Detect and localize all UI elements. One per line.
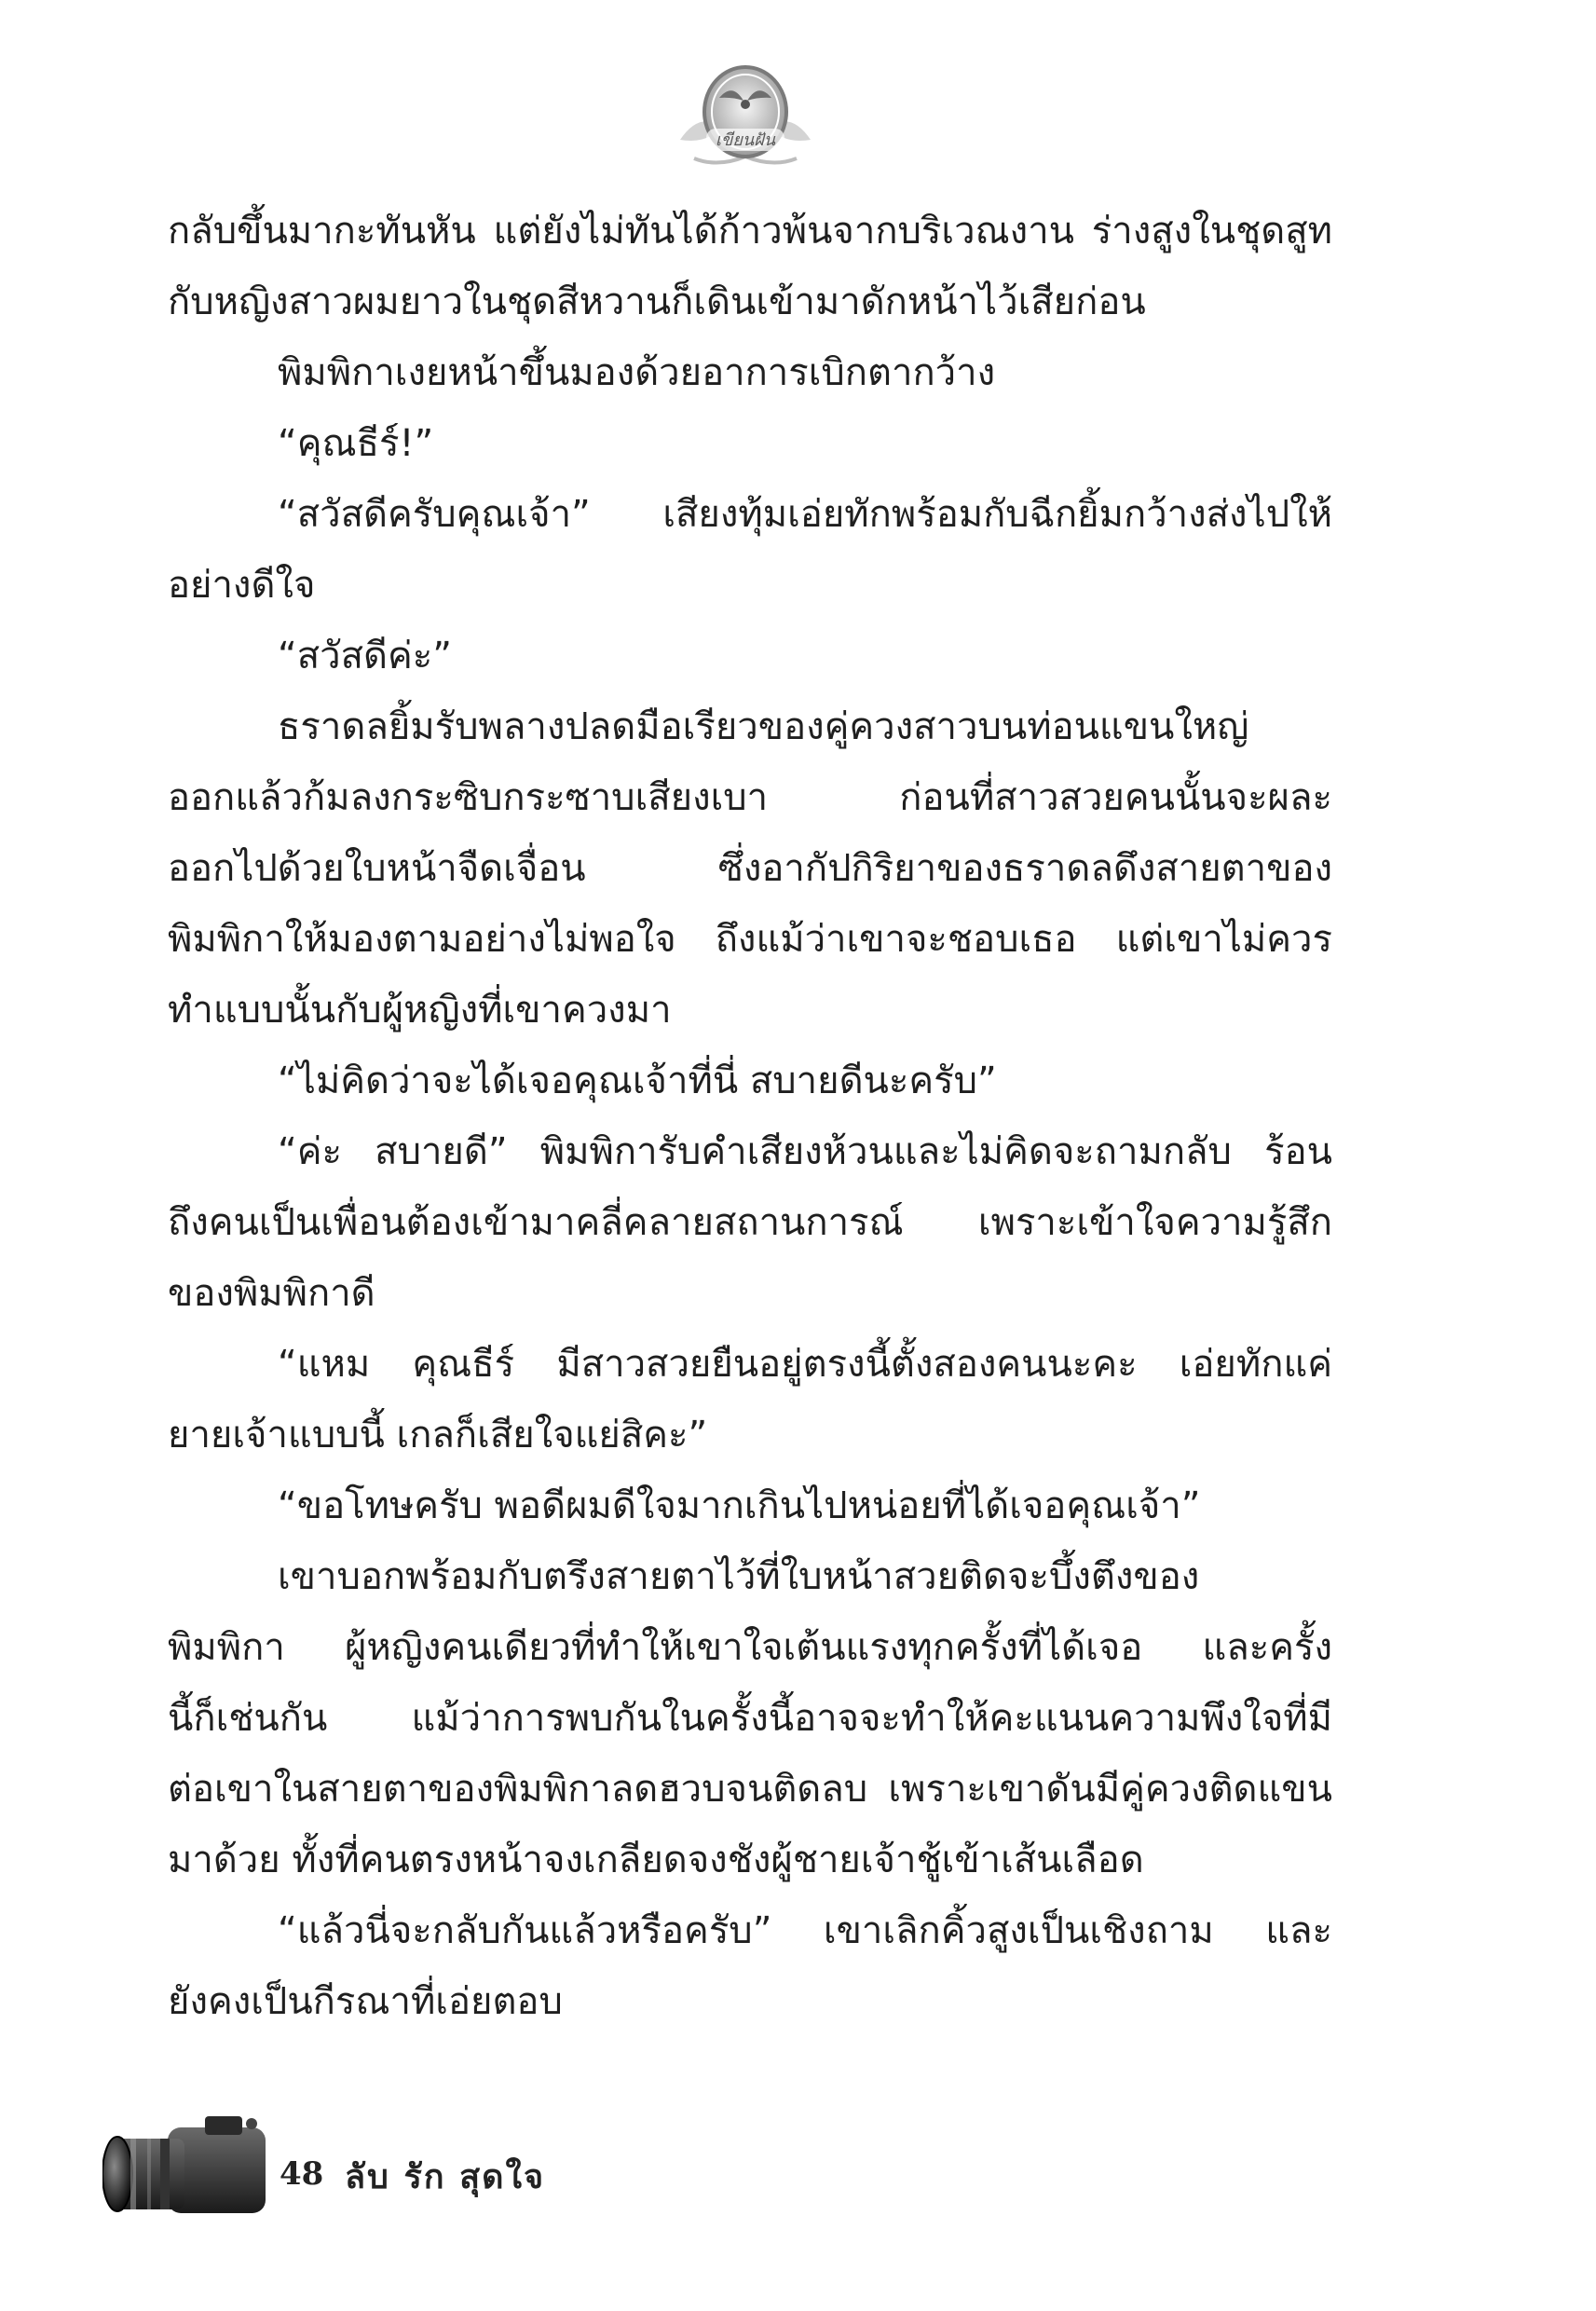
text-line: “คุณธีร์!”: [278, 422, 434, 465]
text-line: นี้ก็เช่นกัน แม้ว่าการพบกันในครั้งนี้อาจจะทำให้คะแนนความพึงใจที่มี: [168, 1697, 1332, 1740]
text-line: ทำแบบนั้นกับผู้หญิงที่เขาควงมา: [168, 989, 672, 1032]
text-line: “ขอโทษครับ พอดีผมดีใจมากเกินไปหน่อยที่ได้เจอคุณเจ้า”: [278, 1484, 1201, 1527]
camera-icon: [102, 2111, 270, 2222]
text-line: ถึงคนเป็นเพื่อนต้องเข้ามาคลี่คลายสถานการณ์ เพราะเข้าใจความรู้สึก: [168, 1201, 1332, 1244]
text-line: พิมพิกา ผู้หญิงคนเดียวที่ทำให้เขาใจเต้นแรงทุกครั้งที่ได้เจอ และครั้ง: [168, 1626, 1332, 1669]
text-line: ออกแล้วก้มลงกระซิบกระซาบเสียงเบา ก่อนที่สาวสวยคนนั้นจะผละ: [168, 776, 1332, 819]
text-line: เขาบอกพร้อมกับตรึงสายตาไว้ที่ใบหน้าสวยติดจะบึ้งตึงของ: [278, 1555, 1200, 1598]
text-line: ต่อเขาในสายตาของพิมพิกาลดฮวบจนติดลบ เพราะเขาดันมีคู่ควงติดแขน: [168, 1768, 1332, 1811]
publisher-logo: [671, 56, 820, 182]
text-line: ธราดลยิ้มรับพลางปลดมือเรียวของคู่ควงสาวบนท่อนแขนใหญ่: [278, 705, 1249, 748]
text-line: อย่างดีใจ: [168, 564, 316, 607]
text-line: พิมพิกาให้มองตามอย่างไม่พอใจ ถึงแม้ว่าเขาจะชอบเธอ แต่เขาไม่ควร: [168, 918, 1332, 961]
text-line: “ค่ะ สบายดี” พิมพิการับคำเสียงห้วนและไม่คิดจะถามกลับ ร้อน: [278, 1130, 1332, 1173]
text-line: กลับขึ้นมากะทันหัน แต่ยังไม่ทันได้ก้าวพ้นจากบริเวณงาน ร่างสูงในชุดสูท: [168, 210, 1332, 253]
text-line: พิมพิกาเงยหน้าขึ้นมองด้วยอาการเบิกตากว้าง: [278, 351, 996, 394]
text-line: “แล้วนี่จะกลับกันแล้วหรือครับ” เขาเลิกคิ้วสูงเป็นเชิงถาม และ: [278, 1909, 1332, 1952]
text-line: “แหม คุณธีร์ มีสาวสวยยืนอยู่ตรงนี้ตั้งสองคนนะคะ เอ่ยทักแค่: [278, 1343, 1332, 1386]
logo-wordmark: เขียนฝัน: [715, 130, 776, 150]
text-line: ยายเจ้าแบบนี้ เกลก็เสียใจแย่สิคะ”: [168, 1414, 708, 1456]
text-line: ออกไปด้วยใบหน้าจืดเจื่อน ซึ่งอากัปกิริยาของธราดลดึงสายตาของ: [168, 847, 1332, 890]
text-line: มาด้วย ทั้งที่คนตรงหน้าจงเกลียดจงชังผู้ชายเจ้าชู้เข้าเส้นเลือด: [168, 1839, 1144, 1881]
text-line: “สวัสดีค่ะ”: [278, 635, 452, 677]
text-line: “ไม่คิดว่าจะได้เจอคุณเจ้าที่นี่ สบายดีนะครับ”: [278, 1060, 997, 1102]
text-line: ของพิมพิกาดี: [168, 1272, 375, 1315]
book-title: ลับ รัก สุดใจ: [345, 2157, 546, 2196]
page-number: 48: [280, 2155, 324, 2193]
page-footer: [102, 2111, 662, 2222]
body-text: [168, 196, 1332, 2037]
text-line: ยังคงเป็นกีรณาที่เอ่ยตอบ: [168, 1980, 563, 2023]
text-line: กับหญิงสาวผมยาวในชุดสีหวานก็เดินเข้ามาดักหน้าไว้เสียก่อน: [168, 280, 1146, 323]
text-line: “สวัสดีครับคุณเจ้า” เสียงทุ้มเอ่ยทักพร้อมกับฉีกยิ้มกว้างส่งไปให้: [278, 493, 1332, 536]
